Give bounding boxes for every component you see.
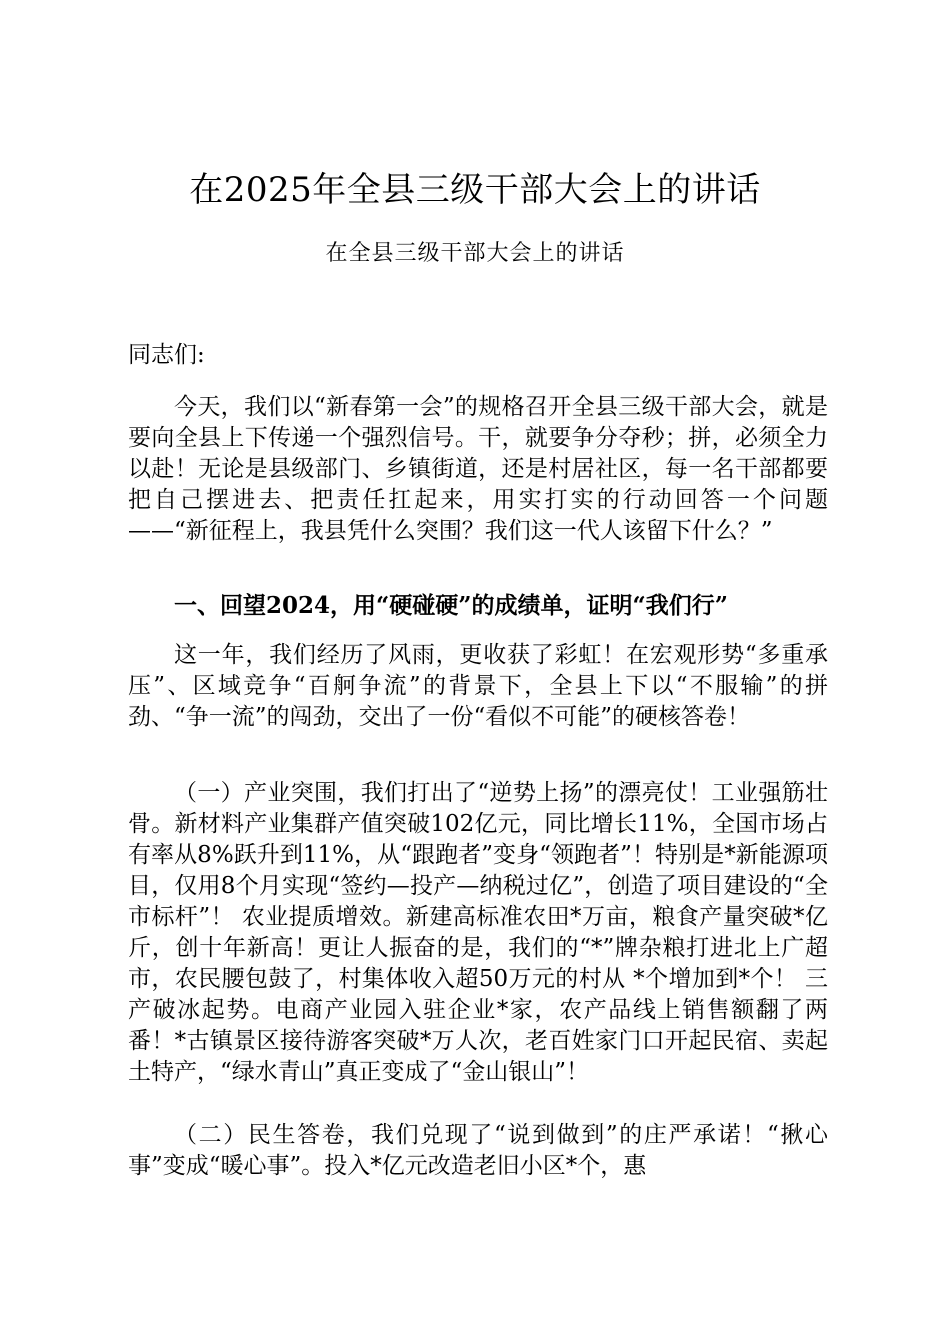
paragraph-intro: 今天，我们以“新春第一会”的规格召开全县三级干部大会，就是要向全县上下传递一个强烈信号。干，就要争分夺秒；拼，必须全力以赴！无论是县级部门、乡镇街道，还是村居社区，每一名干部都要把自己摆进去、把责任扛起来，用实打实的行动回答一个问题——“新征程上，我县凭什么突围？我们这一代人该留下什么？” [128,394,828,544]
document-subtitle: 在全县三级干部大会上的讲话 [325,241,625,266]
paragraph-industry: （一）产业突围，我们打出了“逆势上扬”的漂亮仗！工业强筋壮骨。新材料产业集群产值突破102亿元，同比增长11%，全国市场占有率从8%跃升到11%，从“跟跑者”变身“领跑者”！特别是*新能源项目，仅用8个月实现“签约—投产—纳税过亿”，创造了项目建设的“全市标杆”！ 农业提质增效。新建高标准农田*万亩，粮食产量突破*亿斤，创十年新高！更让人振奋的是，我们的“*”牌杂粮打进北上广超市，农民腰包鼓了，村集体收入超50万元的村从 *个增加到*个！ 三产破冰起势。电商产业园入驻企业*家，农产品线上销售额翻了两番！*古镇景区接待游客突破*万人次，老百姓家门口开起民宿、卖起土特产，“绿水青山”真正变成了“金山银山”！ [128,780,828,1085]
salutation: 同志们: [128,342,205,368]
paragraph-livelihood: （二）民生答卷，我们兑现了“说到做到”的庄严承诺！“揪心事”变成“暖心事”。投入*亿元改造老旧小区*个，惠 [128,1122,828,1179]
section-heading: 一、回望2024，用“硬碰硬”的成绩单，证明“我们行” [174,592,728,619]
document-title: 在2025年全县三级干部大会上的讲话 [189,170,761,210]
paragraph-review: 这一年，我们经历了风雨，更收获了彩虹！在宏观形势“多重承压”、区域竞争“百舸争流”的背景下，全县上下以“不服输”的拼劲、“争一流”的闯劲，交出了一份“看似不可能”的硬核答卷！ [128,642,828,730]
